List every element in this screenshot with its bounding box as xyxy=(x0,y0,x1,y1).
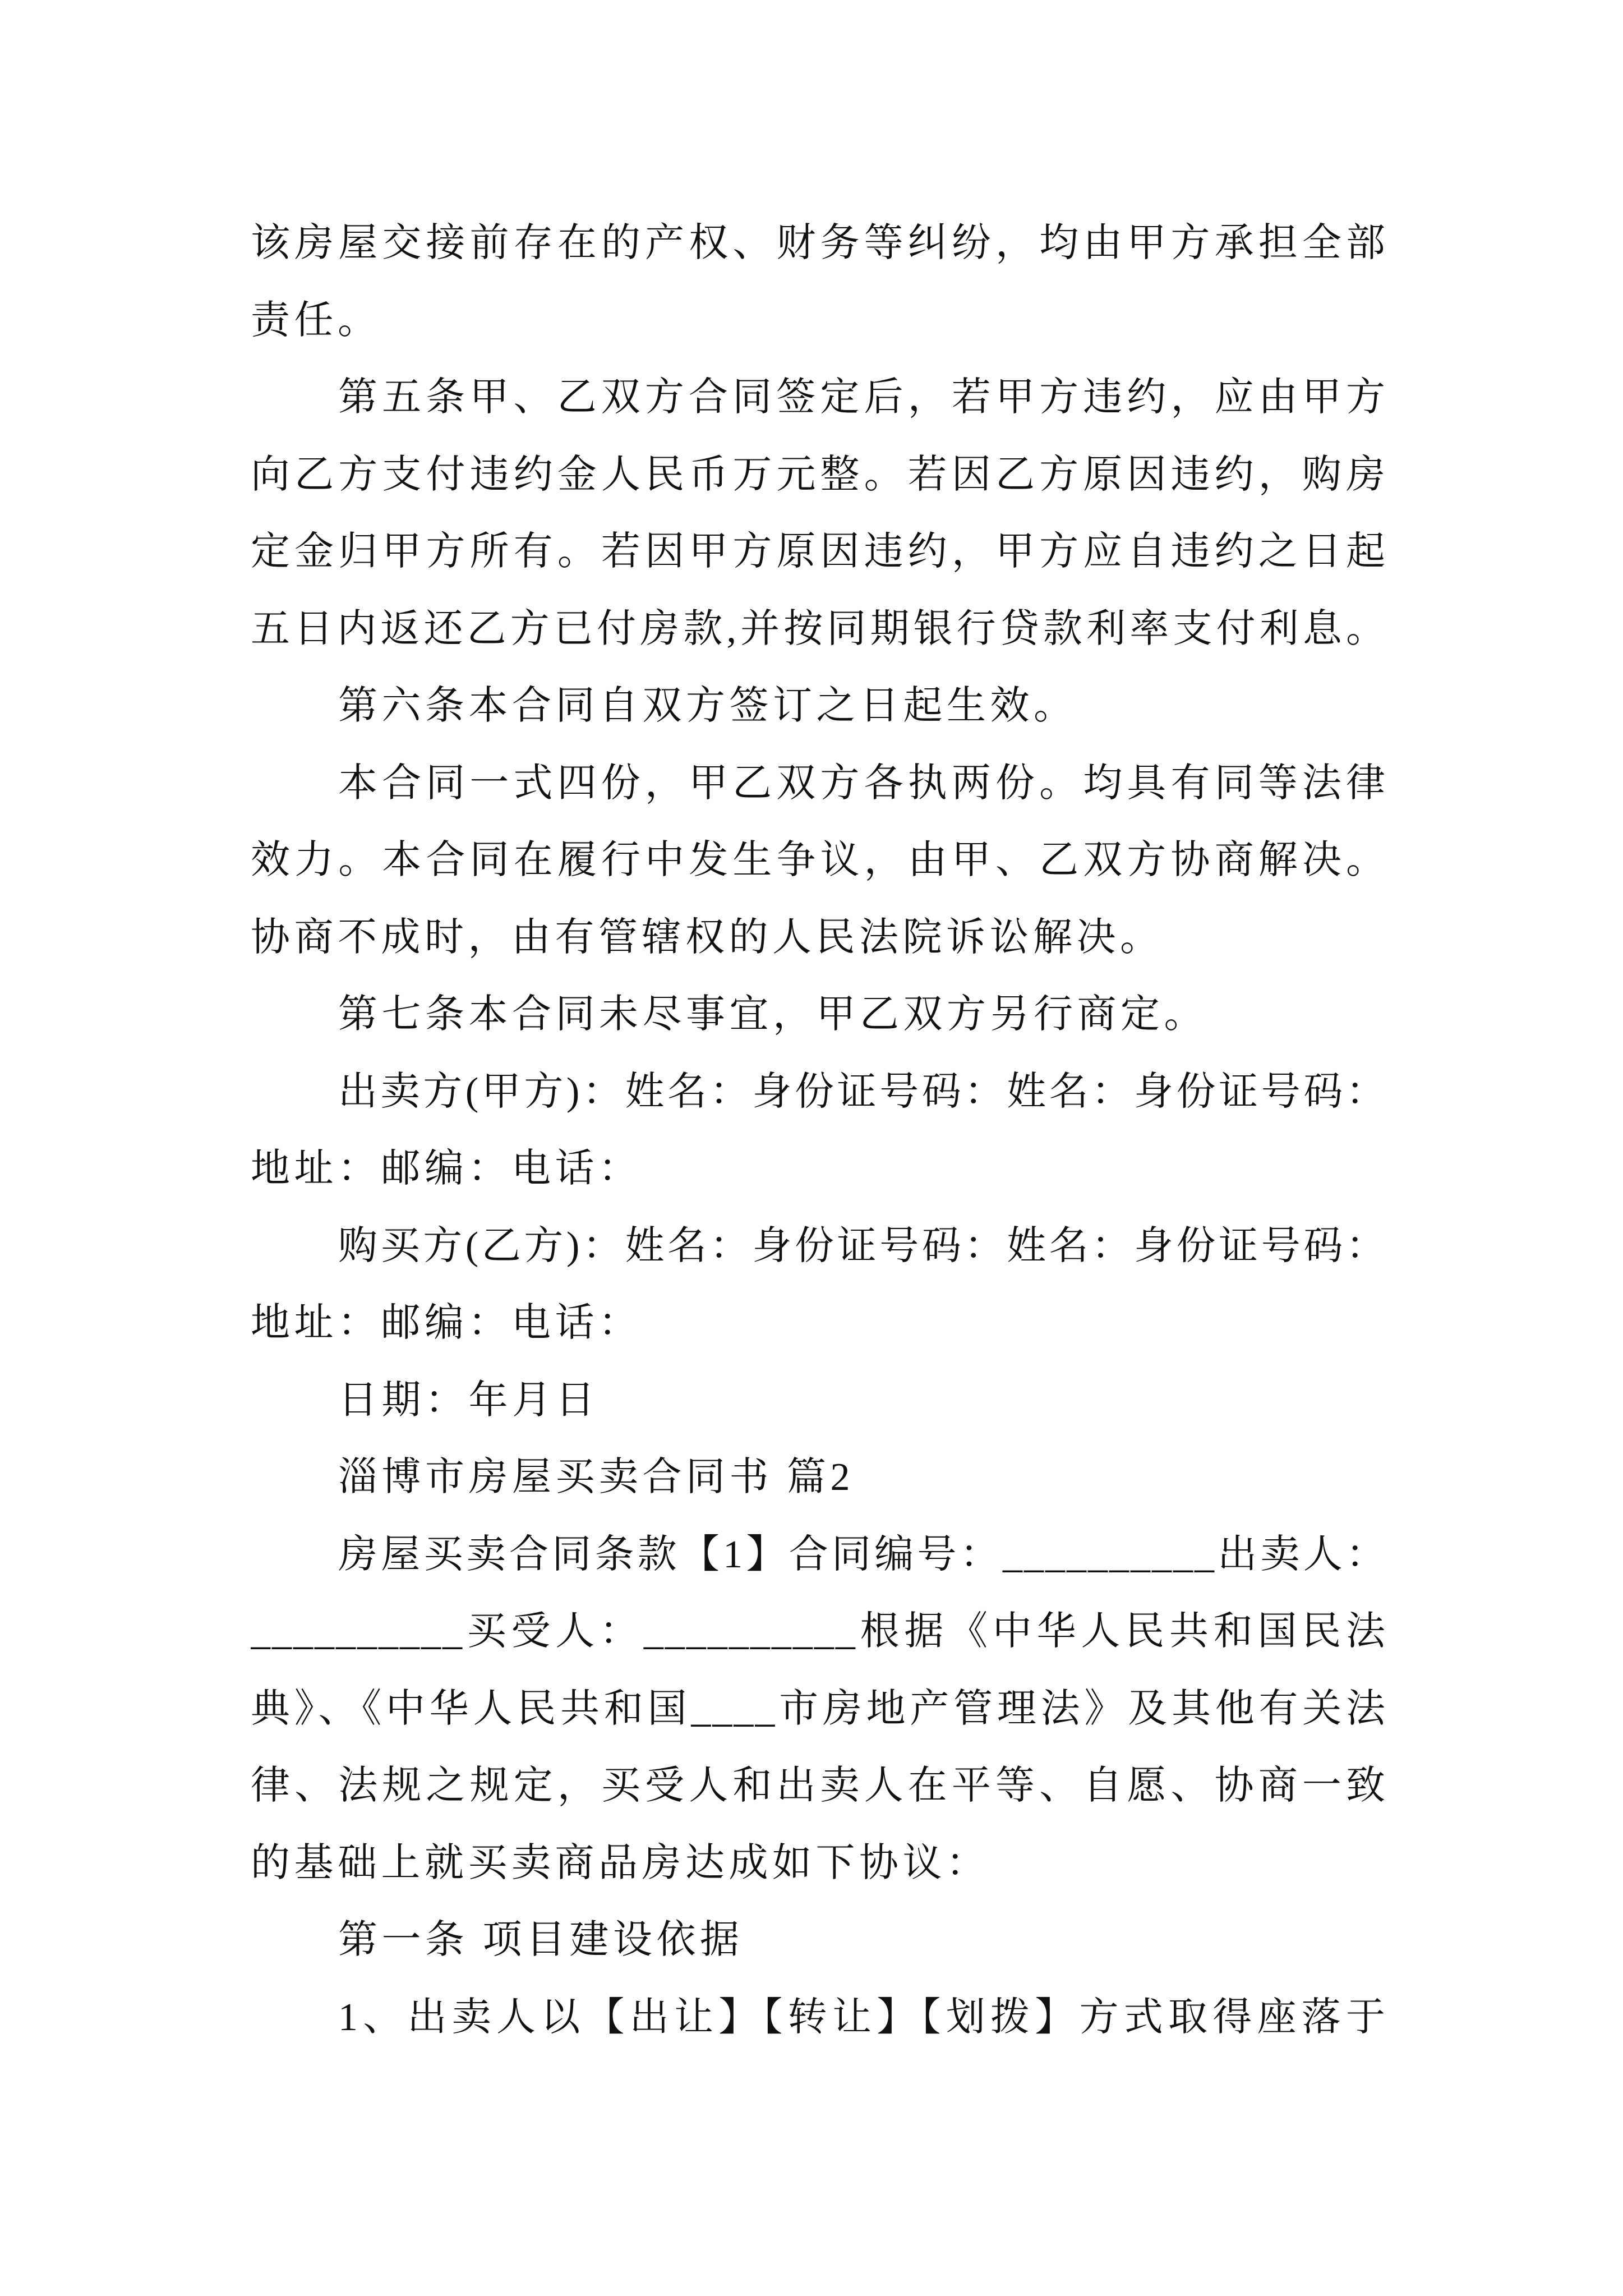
document-body xyxy=(251,205,1387,2056)
text-line: 地址：邮编：电话： xyxy=(251,1147,642,1190)
text-line: 购买方(乙方)：姓名：身份证号码：姓名：身份证号码： xyxy=(338,1224,1387,1268)
text-line: 淄博市房屋买卖合同书 篇2 xyxy=(338,1456,854,1499)
seller-signature-block xyxy=(251,1053,1387,1208)
text-line: 房屋买卖合同条款【1】合同编号：__________出卖人： xyxy=(338,1533,1387,1576)
text-line: 效力。本合同在履行中发生争议，由甲、乙双方协商解决。 xyxy=(251,839,1387,882)
text-line: 责任。 xyxy=(251,298,381,342)
buyer-signature-block xyxy=(251,1208,1387,1362)
text-line: 本合同一式四份，甲乙双方各执两份。均具有同等法律 xyxy=(338,761,1387,805)
article-1-item-1-paragraph xyxy=(251,1979,1387,2056)
text-line: __________买受人：__________根据《中华人民共和国民法 xyxy=(251,1610,1387,1653)
text-line: 地址：邮编：电话： xyxy=(251,1301,642,1345)
text-line: 出卖方(甲方)：姓名：身份证号码：姓名：身份证号码： xyxy=(338,1070,1387,1114)
text-line: 第一条 项目建设依据 xyxy=(338,1918,744,1962)
text-line: 第六条本合同自双方签订之日起生效。 xyxy=(338,684,1077,728)
contract-preamble-paragraph xyxy=(251,1516,1387,1902)
text-line: 第七条本合同未尽事宜，甲乙双方另行商定。 xyxy=(338,993,1207,1036)
article-5-paragraph xyxy=(251,359,1387,668)
date-line xyxy=(251,1362,1387,1439)
text-line: 五日内返还乙方已付房款,并按同期银行贷款利率支付利息。 xyxy=(251,607,1387,651)
text-line: 的基础上就买卖商品房达成如下协议： xyxy=(251,1841,990,1885)
article-6-paragraph xyxy=(251,668,1387,745)
text-line: 协商不成时，由有管辖权的人民法院诉讼解决。 xyxy=(251,915,1164,959)
text-line: 该房屋交接前存在的产权、财务等纠纷，均由甲方承担全部 xyxy=(251,222,1387,265)
text-line: 1、出卖人以【出让】【转让】【划拨】方式取得座落于 xyxy=(338,1995,1387,2039)
section-heading xyxy=(251,1439,1387,1516)
text-line: 向乙方支付违约金人民币万元整。若因乙方原因违约，购房 xyxy=(251,453,1387,496)
continued-paragraph xyxy=(251,205,1387,359)
article-7-paragraph xyxy=(251,976,1387,1053)
text-line: 日期：年月日 xyxy=(338,1378,599,1422)
text-line: 律、法规之规定，买受人和出卖人在平等、自愿、协商一致 xyxy=(251,1764,1387,1807)
text-line: 典》、《中华人民共和国____市房地产管理法》及其他有关法 xyxy=(251,1687,1387,1731)
text-line: 定金归甲方所有。若因甲方原因违约，甲方应自违约之日起 xyxy=(251,530,1387,573)
text-line: 第五条甲、乙双方合同签定后，若甲方违约，应由甲方 xyxy=(338,376,1387,419)
copies-clause-paragraph xyxy=(251,745,1387,977)
article-1-heading xyxy=(251,1902,1387,1979)
